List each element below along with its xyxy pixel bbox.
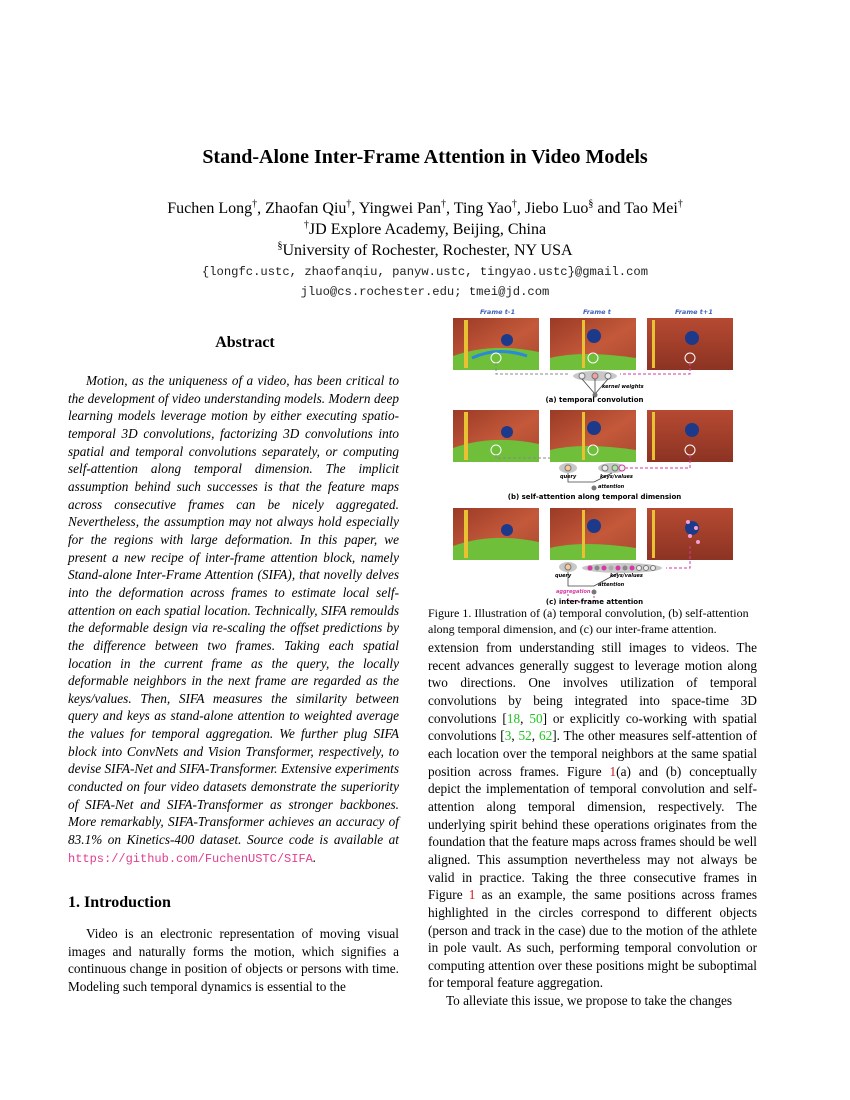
- right-column-body: [428, 639, 757, 1010]
- subcaption-a: (a) temporal convolution: [545, 396, 644, 404]
- frame-label-t: Frame t: [583, 308, 611, 316]
- intro-paragraph-continued: extension from understanding still images to videos. The recent advances generally suggest to leverage motion along two directions. One involves utilization of temporal convolutions by being integrated into space-time 3D convolutions [18, 50] or explicitly co-working with spatial convolutions [3, 52, 62]. The other measures self-attention of each location over the temporal neighbors at the same spatial position across frames. Figure 1(a) and (b) conceptually depict the implementation of temporal convolution and self-attention along temporal dimension, respectively. The underlying spirit behind these operations originates from the foundation that the feature maps across frames should be well aligned. This assumption nevertheless may not always be valid in practice. Taking the three consecutive frames in Figure 1 as an example, the same positions across frames highlighted in the circles correspond to different objects (person and track in the case) due to the motion of the athlete in pole vault. As such, performing temporal convolution or computing attention over these positions might be suboptimal for temporal feature aggregation.: [428, 640, 758, 991]
- figure-ref-link[interactable]: 1: [468, 887, 476, 903]
- figure-1: [452, 306, 737, 606]
- frame-label-t-minus-1: Frame t-1: [480, 308, 516, 316]
- intro-paragraph: Video is an electronic representation of moving visual images and naturally forms the motion, which signifies a continuous change in position of objects or persons with time. Modeling such temporal dynamics is essential to the: [68, 926, 399, 994]
- author-block: [0, 198, 850, 261]
- label-query-c: query: [555, 573, 572, 579]
- citation-link[interactable]: 52: [518, 728, 532, 744]
- frame-label-t-plus-1: Frame t+1: [675, 308, 713, 316]
- label-attention-b: attention: [598, 484, 625, 490]
- paper-title: Stand-Alone Inter-Frame Attention in Video Models: [202, 146, 648, 168]
- label-keys-values-c: keys/values: [610, 573, 643, 579]
- figure-1-caption: Figure 1. Illustration of (a) temporal convolution, (b) self-attention along temporal dimension, and (c) our inter-frame attention.: [428, 606, 749, 636]
- intro-paragraph-2: To alleviate this issue, we propose to take the changes: [446, 993, 733, 1009]
- figure-graphics: [452, 306, 737, 606]
- citation-link[interactable]: 18: [506, 710, 521, 726]
- citation-link[interactable]: 62: [538, 728, 553, 744]
- abstract-body: Motion, as the uniqueness of a video, has been critical to the development of video understanding models. Modern deep learning models leverage motion by either executing spatio-temporal 3D convolutions, factorizing 3D convolutions into spatial and temporal convolutions separately, or computing self-attention along temporal dimension. The implicit assumption behind such successes is that the feature maps across consecutive frames can be nicely aggregated. Nevertheless, the assumption may not always hold especially for the regions with large deformation. In this paper, we present a new recipe of inter-frame attention block, namely Stand-alone Inter-Frame Attention (SIFA), that novelly delves into the deformation across frames to estimate local self-attention on each spatial location. Technically, SIFA remoulds the deformable design via re-scaling the offset predictions by the difference between two frames. Taking each spatial location in the current frame as the query, the locally deformable neighbors in the next frame are regarded as the keys/values. Then, SIFA measures the similarity between query and keys as stand-alone attention to weighted average the values for temporal aggregation. We further plug SIFA block into ConvNets and Vision Transformer, respectively, to devise SIFA-Net and SIFA-Transformer. Extensive experiments conducted on four video datasets demonstrate the superiority of SIFA-Net and SIFA-Transformer as stronger backbones. More remarkably, SIFA-Transformer achieves an accuracy of 83.1% on Kinetics-400 dataset. Source code is available at https://github.com/FuchenUSTC/SIFA.: [68, 373, 399, 866]
- author-line: Fuchen Long†, Zhaofan Qiu†, Yingwei Pan†, Ting Yao†, Jiebo Luo§ and Tao Mei†: [167, 198, 683, 217]
- subcaption-c: (c) inter-frame attention: [545, 598, 644, 606]
- github-link[interactable]: https://github.com/FuchenUSTC/SIFA: [68, 851, 313, 866]
- row-b-frames: [453, 410, 733, 491]
- label-query-b: query: [560, 474, 577, 480]
- row-a-frames: [453, 318, 733, 398]
- citation-link[interactable]: 50: [529, 710, 543, 726]
- figure-ref-link[interactable]: 1: [609, 763, 617, 779]
- section-heading-introduction: 1. Introduction: [68, 894, 171, 911]
- affiliation-rochester: §University of Rochester, Rochester, NY USA: [277, 240, 573, 259]
- citation-link[interactable]: 3: [504, 728, 512, 744]
- label-keys-values-b: keys/values: [600, 474, 633, 480]
- email-block: [0, 262, 850, 302]
- email-line-2: jluo@cs.rochester.edu; tmei@jd.com: [300, 285, 550, 299]
- affiliation-jd: †JD Explore Academy, Beijing, China: [303, 219, 547, 238]
- subcaption-b: (b) self-attention along temporal dimension: [507, 493, 682, 501]
- abstract-heading: Abstract: [215, 334, 275, 351]
- email-line-1: {longfc.ustc, zhaofanqiu, panyw.ustc, tingyao.ustc}@gmail.com: [201, 265, 649, 279]
- label-aggregation: aggregation: [556, 589, 591, 595]
- label-attention-c: attention: [598, 582, 625, 588]
- row-c-frames: [453, 508, 733, 601]
- label-kernel-weights: kernel weights: [602, 384, 644, 390]
